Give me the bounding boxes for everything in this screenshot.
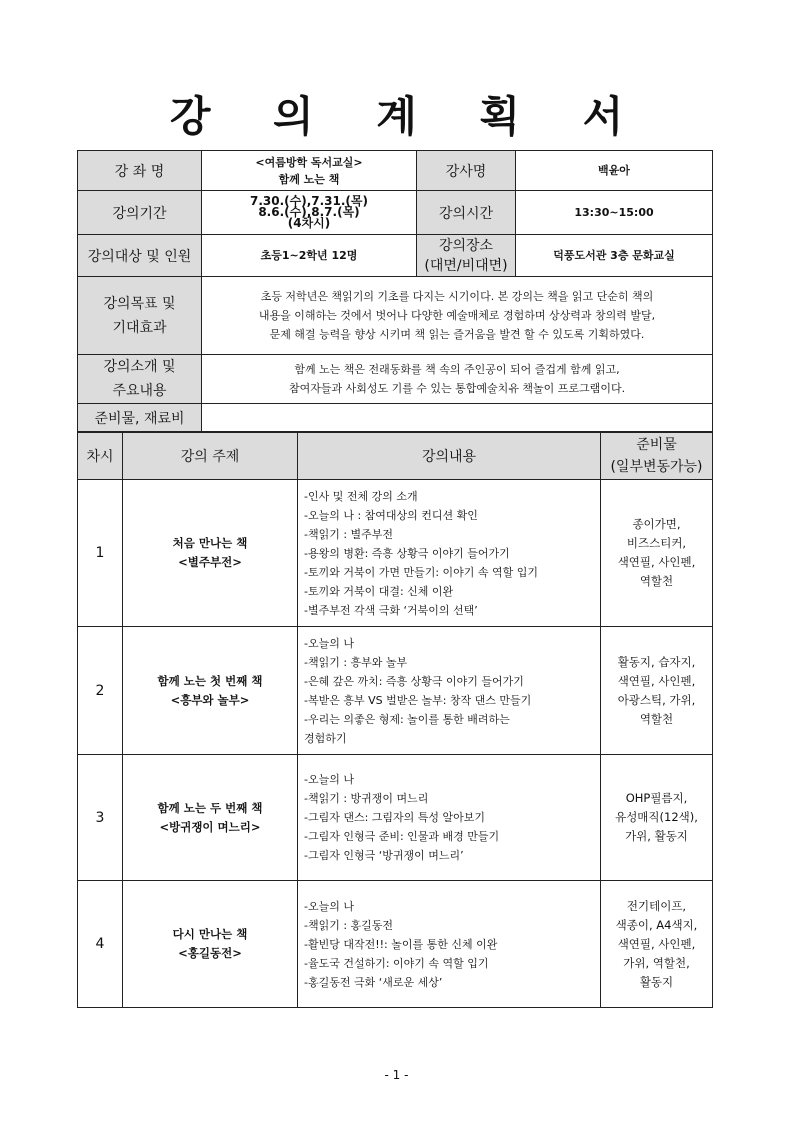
content-line: -책읽기 : 흥부와 놀부 (304, 655, 408, 669)
header-topic: 강의 주제 (123, 433, 298, 480)
content-line: -복받은 흥부 VS 벌받은 놀부: 창작 댄스 만들기 (304, 693, 532, 707)
goal-label (78, 277, 202, 355)
intro-line2: 참여자들과 사회성도 기를 수 있는 통합예술치유 책놀이 프로그램이다. (288, 382, 626, 395)
intro-label (78, 355, 202, 404)
header-session: 차시 (78, 433, 123, 480)
topic-line1: 다시 만나는 책 (172, 927, 248, 941)
table-row (78, 480, 713, 627)
period-line3: (4차시) (287, 216, 331, 230)
topic-line1: 함께 노는 두 번째 책 (157, 800, 263, 815)
session-topic (123, 627, 298, 755)
session-content (298, 480, 601, 627)
course-name-line2: 함께 노는 책 (278, 172, 340, 186)
prep-line: 아광스틱, 가위, (617, 692, 696, 707)
target-value: 초등1~2학년 12명 (202, 235, 417, 277)
topic-line1: 처음 만나는 책 (172, 536, 248, 550)
place-label (417, 235, 516, 277)
prep-line: 유성매직(12색), (615, 810, 698, 824)
topic-line2: <방귀쟁이 며느리> (159, 819, 261, 834)
session-topic (123, 755, 298, 881)
goal-line3: 문제 해결 능력을 향상 시키며 책 읽는 즐거움을 발견 할 수 있도록 기획하였다. (269, 328, 645, 341)
content-line: -그림자 인형극 준비: 인물과 배경 만들기 (304, 830, 500, 843)
prep-line: 활동지, 습자지, (617, 654, 696, 669)
content-line: -홍길동전 극화 ‘새로운 세상’ (304, 975, 443, 989)
prep-line: 비즈스티커, (626, 536, 687, 550)
period-line1: 7.30.(수),7.31.(목) (249, 194, 368, 208)
period-label: 강의기간 (78, 191, 202, 235)
prep-line: 역할천 (639, 574, 674, 588)
session-number: 1 (78, 480, 123, 627)
content-line: -책읽기 : 홍길동전 (304, 918, 394, 932)
session-prep (601, 881, 713, 1008)
header-prep-line2: (일부변동가능) (610, 459, 703, 475)
session-prep (601, 755, 713, 881)
session-content (298, 627, 601, 755)
schedule-table (77, 432, 713, 1008)
header-prep (601, 433, 713, 480)
content-line: -토끼와 거북이 대결: 신체 이완 (304, 584, 454, 598)
place-label-line2: (대면/비대면) (424, 257, 508, 274)
period-value (202, 191, 417, 235)
content-line: -인사 및 전체 강의 소개 (304, 489, 418, 503)
table-row (78, 755, 713, 881)
instructor-label: 강사명 (417, 151, 516, 191)
session-number: 4 (78, 881, 123, 1008)
session-number: 2 (78, 627, 123, 755)
table-row (78, 627, 713, 755)
content-line: -책읽기 : 별주부전 (304, 527, 394, 541)
content-line: -활빈당 대작전!!: 놀이를 통한 신체 이완 (304, 937, 498, 951)
intro-line1: 함께 노는 책은 전래동화를 책 속의 주인공이 되어 즐겁게 함께 읽고, (294, 363, 620, 376)
place-label-line1: 강의장소 (438, 237, 494, 254)
content-line: -오늘의 나 (304, 636, 354, 650)
course-name (202, 151, 417, 191)
goal-label-line1: 강의목표 및 (103, 295, 176, 312)
page-title: 강 의 계 획 서 (169, 92, 648, 141)
topic-line2: <별주부전> (178, 555, 242, 569)
content-line: -오늘의 나 (304, 773, 354, 786)
prep-line: 가위, 역할천, (623, 955, 690, 970)
prep-line: 종이가면, (632, 517, 681, 531)
prep-line: 색연필, 사인펜, (617, 555, 696, 569)
content-line: -용왕의 병환: 즉흥 상황극 이야기 들어가기 (304, 546, 510, 560)
content-line: -우리는 의좋은 형제: 놀이를 통한 배려하는 (304, 712, 510, 726)
prep-line: 활동지 (639, 974, 674, 989)
prep-line: OHP필름지, (625, 791, 688, 805)
header-prep-line1: 준비물 (636, 437, 677, 453)
goal-line2: 내용을 이해하는 것에서 벗어나 다양한 예술매체로 경험하며 상상력과 창의력 발달, (258, 309, 656, 322)
prep-line: 색연필, 사인펜, (617, 936, 696, 951)
page-number: - 1 - (384, 1068, 409, 1082)
prep-line: 가위, 활동지 (625, 829, 688, 843)
session-content (298, 755, 601, 881)
content-line: -그림자 댄스: 그림자의 특성 알아보기 (304, 811, 486, 824)
content-line: -토끼와 거북이 가면 만들기: 이야기 속 역할 입기 (304, 565, 539, 579)
instructor-value: 백윤아 (516, 151, 713, 191)
topic-line1: 함께 노는 첫 번째 책 (157, 673, 263, 688)
info-table (77, 150, 713, 432)
content-line: -오늘의 나 (304, 899, 354, 913)
place-value: 덕풍도서관 3층 문화교실 (516, 235, 713, 277)
prep-line: 전기테이프, (626, 898, 687, 913)
target-label: 강의대상 및 인원 (78, 235, 202, 277)
course-name-line1: <여름방학 독서교실> (255, 155, 363, 169)
content-line: -책읽기 : 방귀쟁이 며느리 (304, 792, 429, 805)
content-line: -율도국 건설하기: 이야기 속 역할 입기 (304, 956, 489, 970)
intro-label-line2: 주요내용 (112, 383, 167, 399)
content-line: -별주부전 각색 극화 ‘거북이의 선택’ (304, 603, 478, 617)
materials-label: 준비물, 재료비 (78, 404, 202, 432)
session-topic (123, 480, 298, 627)
intro-label-line1: 강의소개 및 (103, 359, 176, 375)
prep-line: 색종이, A4색지, (615, 917, 698, 932)
time-value: 13:30~15:00 (516, 191, 713, 235)
session-prep (601, 480, 713, 627)
content-line: -은혜 갚은 까치: 즉흥 상황극 이야기 들어가기 (304, 674, 524, 688)
session-content (298, 881, 601, 1008)
time-label: 강의시간 (417, 191, 516, 235)
content-line: 경험하기 (304, 731, 347, 745)
session-number: 3 (78, 755, 123, 881)
table-row (78, 881, 713, 1008)
goal-value (202, 277, 713, 355)
session-prep (601, 627, 713, 755)
content-line: -그림자 인형극 ‘방귀쟁이 며느리’ (304, 849, 464, 862)
topic-line2: <홍길동전> (178, 946, 242, 960)
topic-line2: <흥부와 놀부> (170, 692, 250, 707)
goal-label-line2: 기대효과 (112, 319, 167, 336)
intro-value (202, 355, 713, 404)
course-label: 강 좌 명 (78, 151, 202, 191)
header-content: 강의내용 (298, 433, 601, 480)
prep-line: 역할천 (639, 711, 674, 726)
content-line: -오늘의 나 : 참여대상의 컨디션 확인 (304, 508, 478, 522)
materials-value (202, 404, 713, 432)
goal-line1: 초등 저학년은 책읽기의 기초를 다지는 시기이다. 본 강의는 책을 읽고 단순히 책의 (260, 290, 654, 303)
session-topic (123, 881, 298, 1008)
prep-line: 색연필, 사인펜, (617, 673, 696, 688)
period-line2: 8.6.(수),8.7.(목) (258, 205, 360, 219)
